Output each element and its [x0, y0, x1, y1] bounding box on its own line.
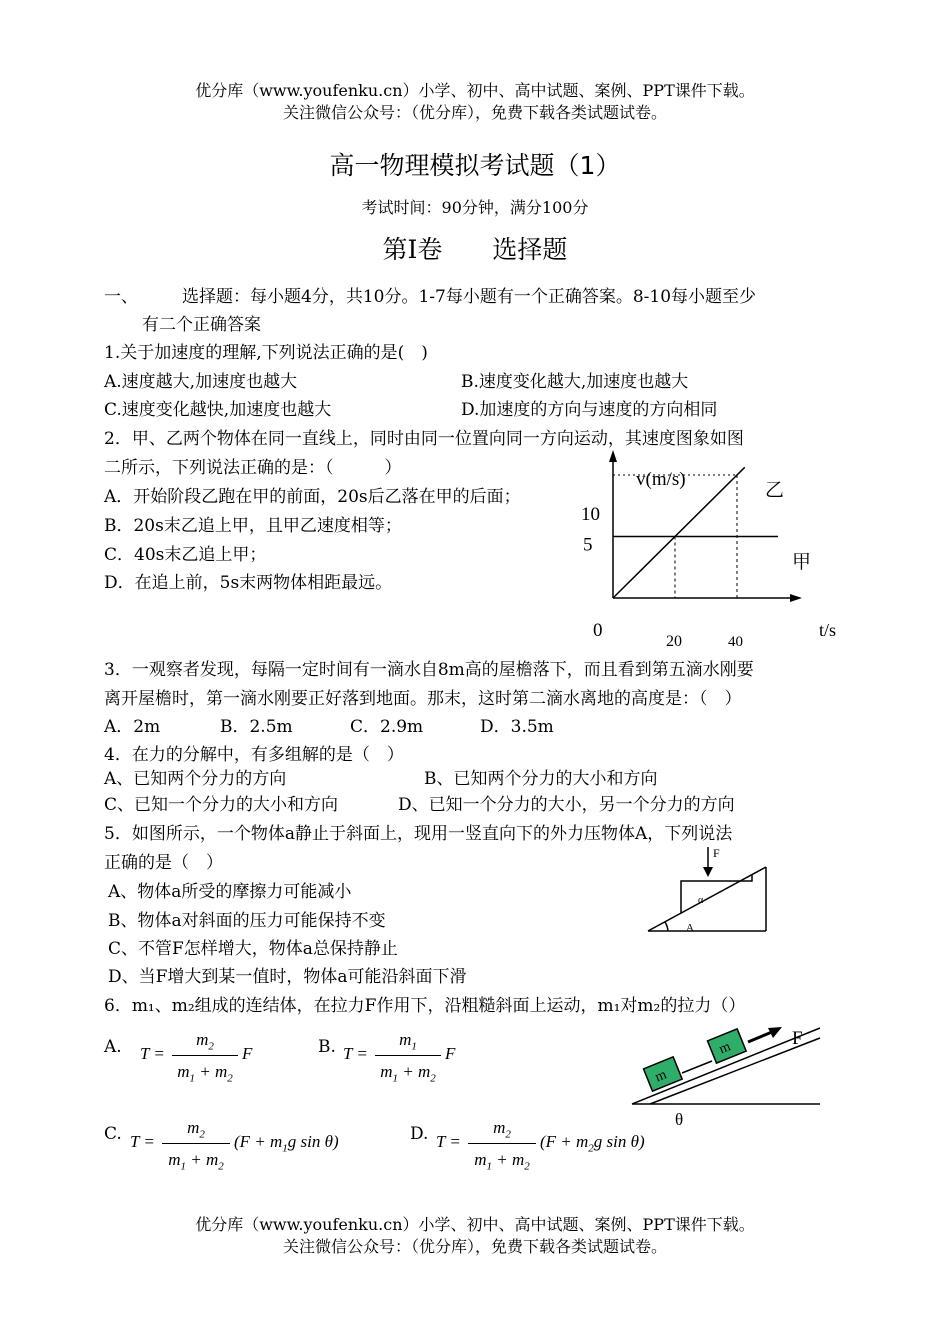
q2-option-a: A．开始阶段乙跑在甲的前面，20s后乙落在甲的后面；: [104, 487, 521, 507]
x-tick-40: 40: [728, 634, 743, 650]
exam-time-info: 考试时间：90分钟，满分100分: [361, 198, 589, 217]
pull-force-line: [748, 1032, 772, 1042]
y-tick-5: 5: [583, 534, 593, 556]
q1-stem: 1.关于加速度的理解,下列说法正确的是( ): [104, 343, 428, 363]
incline-angle-label: θ: [675, 1110, 684, 1129]
q2-option-d: D．在追上前，5s末两物体相距最远。: [104, 573, 393, 593]
block-m2-label: m: [717, 1039, 733, 1058]
q6-option-b-label: B.: [318, 1037, 336, 1057]
q2-stem-1: 2．甲、乙两个物体在同一直线上，同时由同一位置向同一方向运动，其速度图象如图: [104, 429, 744, 449]
x-tick-0: 0: [593, 620, 603, 641]
angle-arc: [665, 922, 668, 931]
q1-option-c: C.速度变化越快,加速度也越大: [104, 400, 332, 420]
q2-option-c: C．40s末乙追上甲；: [104, 545, 267, 565]
q5-option-a: A、物体a所受的摩擦力可能减小: [108, 882, 352, 902]
q6-option-d-label: D.: [410, 1124, 429, 1144]
q4-option-c: C、已知一个分力的大小和方向: [104, 795, 339, 815]
q3-option-c: C．2.9m: [350, 717, 424, 737]
x-axis-arrow: [790, 594, 802, 602]
q6-formula-a: T = $m_2$ $m_1 + m_2$ F: [140, 1030, 253, 1085]
q5-option-c: C、不管F怎样增大，物体a总保持静止: [108, 939, 398, 959]
series-label-jia: 甲: [792, 552, 812, 573]
q6-option-a-label: A.: [104, 1037, 122, 1057]
q4-option-a: A、已知两个分力的方向: [104, 769, 287, 789]
incline-force-figure: [640, 843, 775, 938]
q3-option-a: A．2m: [104, 717, 161, 737]
q5-option-b: B、物体a对斜面的压力可能保持不变: [108, 911, 386, 931]
series-label-yi: 乙: [765, 480, 785, 501]
q6-formula-d: T = $m_2$ $m_1 + m_2$ ($F + m_2g$ sin θ): [436, 1118, 645, 1173]
q1-option-a: A.速度越大,加速度也越大: [104, 372, 298, 392]
incline-surface: [648, 867, 766, 931]
block-m1-label: m: [653, 1067, 669, 1086]
q5-option-d: D、当F增大到某一值时，物体a可能沿斜面下滑: [108, 967, 467, 987]
y-axis-label: v(m/s): [636, 469, 686, 490]
pull-force-label: F: [792, 1028, 803, 1049]
part-instruction-1: 选择题：每小题4分，共10分。1-7每小题有一个正确答案。8-10每小题至少: [182, 287, 757, 307]
part-number: 一、: [104, 287, 138, 307]
q3-option-d: D．3.5m: [480, 717, 554, 737]
site-footer-line2: 关注微信公众号：（优分库），免费下载各类试题试卷。: [282, 1237, 667, 1256]
q2-option-b: B．20s末乙追上甲，且甲乙速度相等；: [104, 516, 402, 536]
section-title: 第Ⅰ卷 选择题: [382, 235, 568, 264]
angle-label: α: [698, 895, 704, 906]
q4-option-b: B、已知两个分力的大小和方向: [424, 769, 658, 789]
q4-stem: 4．在力的分解中，有多组解的是（ ）: [104, 745, 404, 765]
q6-stem: 6．m₁、m₂组成的连结体，在拉力F作用下，沿粗糙斜面上运动，m₁对m₂的拉力（）: [104, 996, 746, 1016]
exam-title: 高一物理模拟考试题（1）: [329, 151, 621, 180]
site-footer-line1: 优分库（www.youfenku.cn）小学、初中、高中试题、案例、PPT课件下载。: [195, 1215, 755, 1234]
q6-formula-b: T = $m_1$ $m_1 + m_2$ F: [343, 1030, 456, 1085]
x-axis-label: t/s: [819, 620, 837, 640]
q6-option-c-label: C.: [104, 1124, 122, 1144]
part-instruction-2: 有二个正确答案: [142, 315, 261, 335]
q3-stem-2: 离开屋檐时，第一滴水刚要正好落到地面。那末，这时第二滴水离地的高度是：（ ）: [104, 689, 742, 709]
site-header-line2: 关注微信公众号：（优分库），免费下载各类试题试卷。: [282, 103, 667, 122]
site-header-line1: 优分库（www.youfenku.cn）小学、初中、高中试题、案例、PPT课件下载。: [195, 81, 755, 100]
connected-blocks-figure: [620, 1018, 835, 1133]
q2-stem-2: 二所示，下列说法正确的是：（ ）: [104, 458, 402, 478]
force-label: F: [713, 846, 720, 860]
q5-stem-2: 正确的是（ ）: [104, 853, 223, 873]
q3-option-b: B．2.5m: [220, 717, 293, 737]
block-label: A: [686, 922, 694, 934]
velocity-time-graph: [570, 448, 860, 653]
force-arrowhead: [703, 867, 713, 877]
y-tick-10: 10: [581, 504, 600, 525]
q4-option-d: D、已知一个分力的大小，另一个分力的方向: [398, 795, 735, 815]
x-tick-20: 20: [666, 633, 682, 650]
q6-formula-c: T = $m_2$ $m_1 + m_2$ ($F + m_1g$ sin θ): [130, 1118, 339, 1173]
q3-stem-1: 3．一观察者发现，每隔一定时间有一滴水自8m高的屋檐落下，而且看到第五滴水刚要: [104, 660, 754, 680]
y-axis-arrow: [609, 450, 617, 462]
q5-stem-1: 5．如图所示，一个物体a静止于斜面上，现用一竖直向下的外力压物体A，下列说法: [104, 824, 733, 844]
string-line: [682, 1061, 712, 1073]
q1-option-d: D.加速度的方向与速度的方向相同: [461, 400, 718, 420]
q1-option-b: B.速度变化越大,加速度也越大: [461, 372, 689, 392]
